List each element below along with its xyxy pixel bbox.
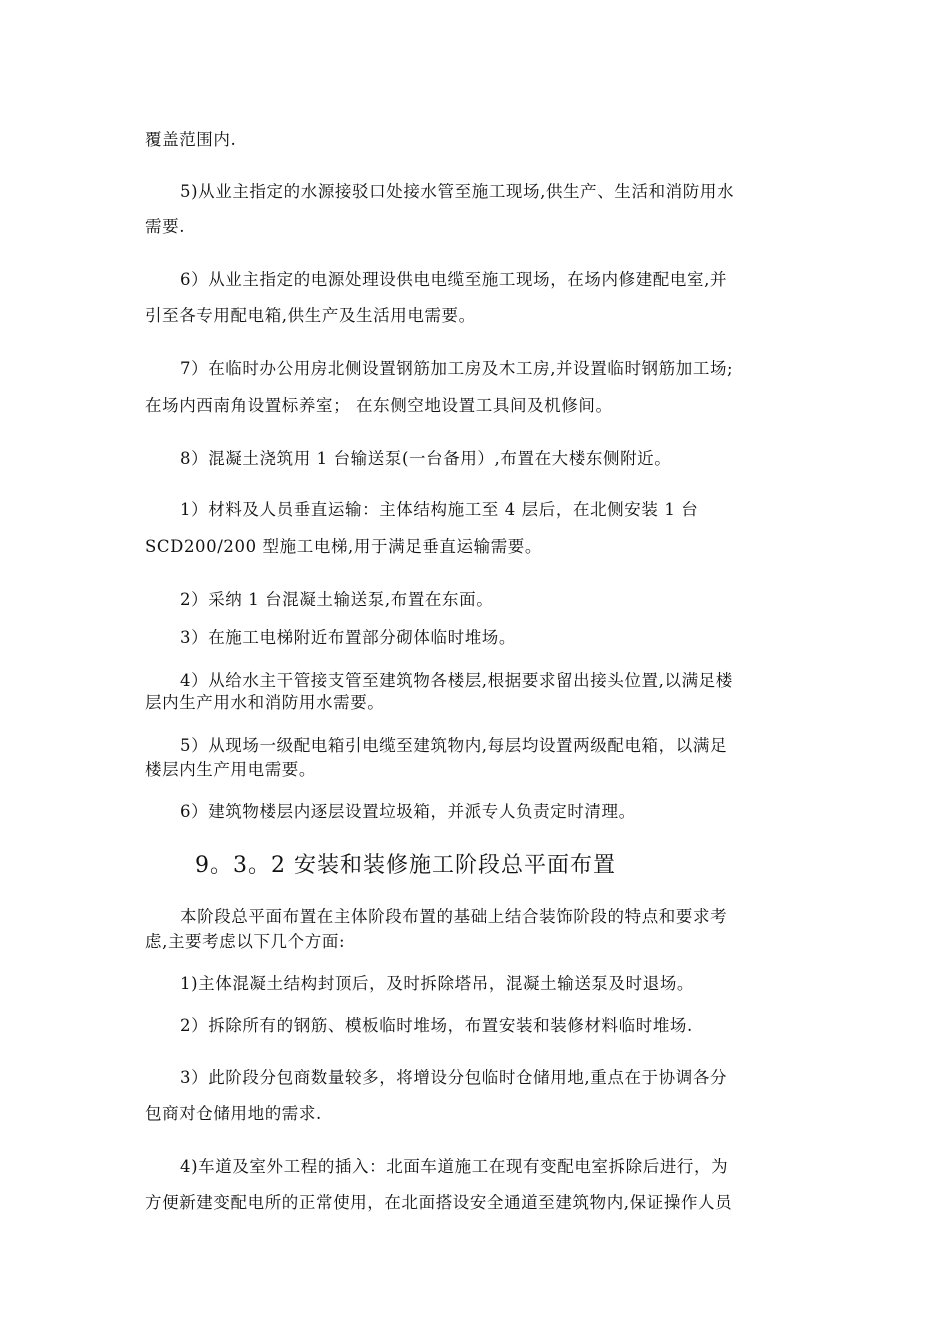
text-line: 5）从现场一级配电箱引电缆至建筑物内,每层均设置两级配电箱，以满足 bbox=[180, 736, 728, 755]
text-line: 4）从给水主干管接支管至建筑物各楼层,根据要求留出接头位置,以满足楼 bbox=[180, 671, 733, 690]
text-line: 3）在施工电梯附近布置部分砌体临时堆场。 bbox=[180, 628, 516, 647]
text-line: 层内生产用水和消防用水需要。 bbox=[145, 693, 385, 712]
text-line: 6）建筑物楼层内逐层设置垃圾箱，并派专人负责定时清理。 bbox=[180, 802, 636, 821]
text-line: 需要. bbox=[145, 217, 186, 236]
text-line: SCD200/200 型施工电梯,用于满足垂直运输需要。 bbox=[145, 537, 542, 556]
text-line: 本阶段总平面布置在主体阶段布置的基础上结合装饰阶段的特点和要求考 bbox=[180, 907, 728, 926]
text-line: 2）采纳 1 台混凝土输送泵,布置在东面。 bbox=[180, 590, 494, 609]
text-line: 方便新建变配电所的正常使用，在北面搭设安全通道至建筑物内,保证操作人员 bbox=[145, 1193, 733, 1212]
text-line: 1）材料及人员垂直运输：主体结构施工至 4 层后，在北侧安装 1 台 bbox=[180, 500, 699, 519]
text-line: 6）从业主指定的电源处理设供电电缆至施工现场，在场内修建配电室,并 bbox=[180, 270, 728, 289]
text-line: 引至各专用配电箱,供生产及生活用电需要。 bbox=[145, 306, 476, 325]
text-line: 在场内西南角设置标养室； 在东侧空地设置工具间及机修间。 bbox=[145, 396, 613, 415]
text-line: 8）混凝土浇筑用 1 台输送泵(一台备用）,布置在大楼东侧附近。 bbox=[180, 449, 672, 468]
section-heading: 9。3。2 安装和装修施工阶段总平面布置 bbox=[195, 853, 616, 878]
text-line: 虑,主要考虑以下几个方面: bbox=[145, 932, 346, 951]
text-line: 覆盖范围内. bbox=[145, 130, 237, 149]
text-line: 包商对仓储用地的需求. bbox=[145, 1104, 322, 1123]
text-line: 楼层内生产用电需要。 bbox=[145, 760, 316, 779]
text-line: 2）拆除所有的钢筋、模板临时堆场，布置安装和装修材料临时堆场. bbox=[180, 1016, 693, 1035]
text-line: 5)从业主指定的水源接驳口处接水管至施工现场,供生产、生活和消防用水 bbox=[180, 182, 735, 201]
text-line: 1)主体混凝土结构封顶后，及时拆除塔吊，混凝土输送泵及时退场。 bbox=[180, 974, 695, 993]
text-line: 4)车道及室外工程的插入：北面车道施工在现有变配电室拆除后进行，为 bbox=[180, 1157, 729, 1176]
text-line: 3）此阶段分包商数量较多，将增设分包临时仓储用地,重点在于协调各分 bbox=[180, 1068, 728, 1087]
text-line: 7）在临时办公用房北侧设置钢筋加工房及木工房,并设置临时钢筋加工场; bbox=[180, 359, 734, 378]
